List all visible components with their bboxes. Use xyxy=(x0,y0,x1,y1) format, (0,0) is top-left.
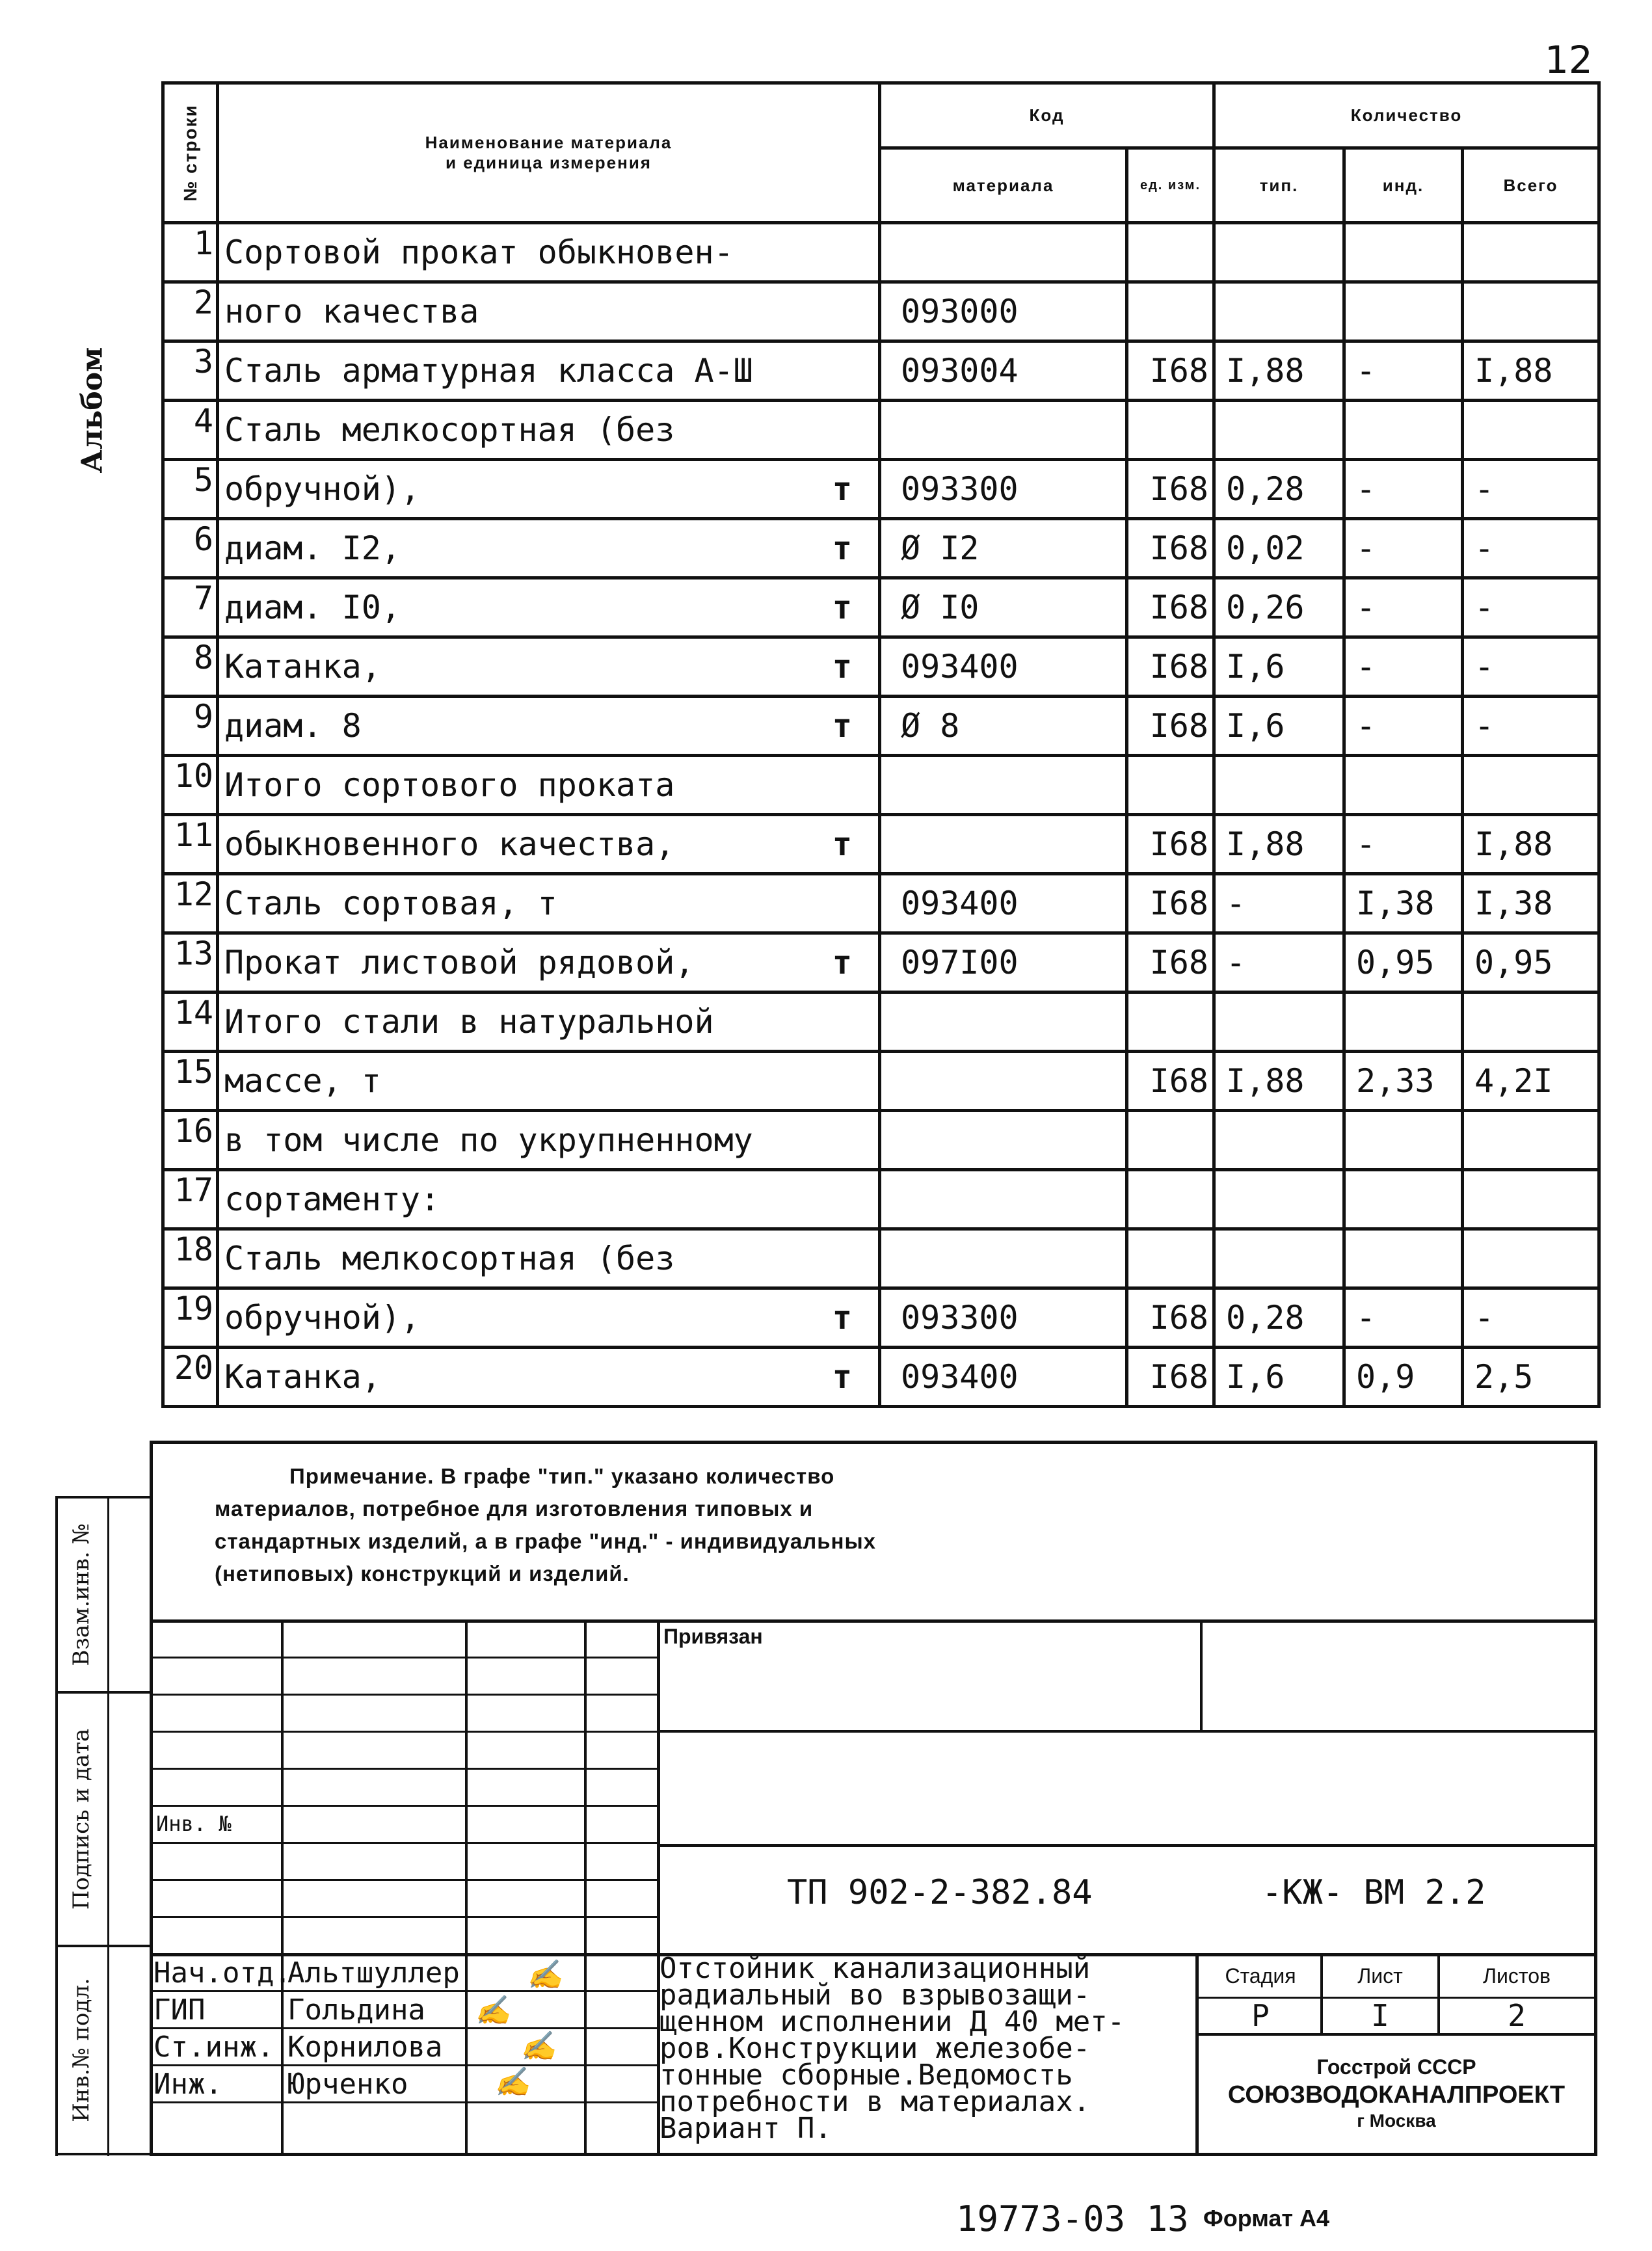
material-code: 097I00 xyxy=(880,933,1127,992)
material-name: Итого сортового проката xyxy=(218,756,880,815)
qty-total xyxy=(1463,1170,1599,1229)
qty-total: I,88 xyxy=(1463,341,1599,401)
row-number: 5 xyxy=(163,460,218,519)
material-name: диам. I2, т xyxy=(218,519,880,578)
qty-typ xyxy=(1214,223,1344,282)
unit-label: т xyxy=(832,825,852,863)
unit-code: I68 xyxy=(1127,697,1214,756)
row-number: 8 xyxy=(163,637,218,697)
material-code: Ø 8 xyxy=(880,697,1127,756)
unit-label: т xyxy=(832,589,852,626)
material-code xyxy=(880,756,1127,815)
table-row xyxy=(163,1288,1599,1348)
qty-typ: 0,28 xyxy=(1214,460,1344,519)
document-suffix: -КЖ- ВМ 2.2 xyxy=(1262,1873,1486,1912)
row-number: 16 xyxy=(163,1111,218,1170)
table-row xyxy=(163,637,1599,697)
qty-ind xyxy=(1344,401,1463,460)
staff-name: Корнилова xyxy=(287,2031,443,2064)
header-name: Наименование материала и единица измерения xyxy=(218,83,880,223)
row-number: 18 xyxy=(163,1229,218,1288)
unit-code xyxy=(1127,992,1214,1052)
material-code xyxy=(880,815,1127,874)
qty-typ xyxy=(1214,992,1344,1052)
table-row xyxy=(163,874,1599,933)
qty-typ xyxy=(1214,1229,1344,1288)
qty-ind xyxy=(1344,1170,1463,1229)
footer-number: 19773-03 13 xyxy=(956,2198,1189,2239)
qty-total: - xyxy=(1463,519,1599,578)
row-number: 20 xyxy=(163,1348,218,1407)
qty-ind: - xyxy=(1344,578,1463,637)
material-name: ного качества xyxy=(218,282,880,341)
table-row xyxy=(163,578,1599,637)
material-name: обручной), т xyxy=(218,1288,880,1348)
row-number: 4 xyxy=(163,401,218,460)
row-number: 6 xyxy=(163,519,218,578)
table-row xyxy=(163,756,1599,815)
material-code: 093400 xyxy=(880,874,1127,933)
qty-ind: 0,95 xyxy=(1344,933,1463,992)
unit-code: I68 xyxy=(1127,460,1214,519)
row-number: 17 xyxy=(163,1170,218,1229)
table-row xyxy=(163,697,1599,756)
material-name: диам. 8 т xyxy=(218,697,880,756)
qty-total xyxy=(1463,282,1599,341)
material-name: Сталь арматурная класса А-Ш xyxy=(218,341,880,401)
signature-3: ✍ xyxy=(520,2030,556,2063)
org-line-2: СОЮЗВОДОКАНАЛПРОЕКТ xyxy=(1227,2081,1565,2109)
material-code xyxy=(880,1111,1127,1170)
qty-ind: - xyxy=(1344,460,1463,519)
unit-label: т xyxy=(832,470,852,508)
title-line: Вариант П. xyxy=(659,2112,832,2145)
table-row xyxy=(163,1229,1599,1288)
sheet-label: Лист xyxy=(1357,1964,1403,1988)
material-code xyxy=(880,992,1127,1052)
row-number: 7 xyxy=(163,578,218,637)
qty-ind xyxy=(1344,223,1463,282)
sheets-value: 2 xyxy=(1508,1998,1526,2033)
row-number: 12 xyxy=(163,874,218,933)
qty-total: - xyxy=(1463,1288,1599,1348)
material-name: Сталь мелкосортная (без xyxy=(218,401,880,460)
qty-typ xyxy=(1214,1170,1344,1229)
qty-typ: I,6 xyxy=(1214,697,1344,756)
row-number: 19 xyxy=(163,1288,218,1348)
qty-ind xyxy=(1344,756,1463,815)
material-code xyxy=(880,1170,1127,1229)
unit-code xyxy=(1127,282,1214,341)
unit-code xyxy=(1127,223,1214,282)
material-name: обручной), т xyxy=(218,460,880,519)
material-name: Сортовой прокат обыкновен- xyxy=(218,223,880,282)
unit-code: I68 xyxy=(1127,1348,1214,1407)
header-total: Всего xyxy=(1463,148,1599,223)
qty-typ xyxy=(1214,282,1344,341)
note: Примечание. В графе "тип." указано количество материалов, потребное для изготовления типовых и стандартных изделий, а в графе "инд." - индивидуальных (нетиповых) конструкций и изделий. xyxy=(215,1464,876,1586)
material-code xyxy=(880,1229,1127,1288)
unit-code xyxy=(1127,756,1214,815)
qty-typ: - xyxy=(1214,874,1344,933)
unit-code xyxy=(1127,1229,1214,1288)
qty-ind: I,38 xyxy=(1344,874,1463,933)
unit-code xyxy=(1127,401,1214,460)
title-line: радиальный во взрывозащи- xyxy=(659,1978,1091,2012)
row-number: 2 xyxy=(163,282,218,341)
row-number: 15 xyxy=(163,1052,218,1111)
table-row xyxy=(163,992,1599,1052)
staff-name: Альтшуллер xyxy=(287,1956,460,1990)
table-row xyxy=(163,1170,1599,1229)
document-title xyxy=(659,1955,1194,2150)
unit-label: т xyxy=(832,648,852,686)
qty-ind: 0,9 xyxy=(1344,1348,1463,1407)
table-row xyxy=(163,933,1599,992)
stage-label: Стадия xyxy=(1225,1964,1296,1988)
table-row xyxy=(163,1052,1599,1111)
staff-name: Гольдина xyxy=(287,1993,425,2027)
material-name: Прокат листовой рядовой, т xyxy=(218,933,880,992)
materials-table xyxy=(161,81,1601,1408)
sheet-value: I xyxy=(1371,1998,1389,2033)
material-name: сортаменту: xyxy=(218,1170,880,1229)
staff-role: Нач.отд. xyxy=(153,1956,291,1990)
title-line: щенном исполнении Д 40 мет- xyxy=(659,2005,1125,2038)
qty-total: 4,2I xyxy=(1463,1052,1599,1111)
material-code: 093004 xyxy=(880,341,1127,401)
qty-typ xyxy=(1214,1111,1344,1170)
material-code: 093400 xyxy=(880,1348,1127,1407)
signature-4: ✍ xyxy=(494,2066,530,2099)
table-row xyxy=(163,1111,1599,1170)
unit-code: I68 xyxy=(1127,1052,1214,1111)
header-material: материала xyxy=(880,148,1127,223)
signature-2: ✍ xyxy=(475,1994,511,2027)
material-code xyxy=(880,223,1127,282)
qty-total xyxy=(1463,1111,1599,1170)
title-line: тонные сборные.Ведомость xyxy=(659,2058,1073,2092)
table-row xyxy=(163,341,1599,401)
table-row xyxy=(163,223,1599,282)
unit-code: I68 xyxy=(1127,874,1214,933)
staff-role: Инж. xyxy=(153,2068,222,2101)
title-line: Отстойник канализационный xyxy=(659,1955,1091,1985)
qty-total xyxy=(1463,401,1599,460)
material-name: массе, т xyxy=(218,1052,880,1111)
header-rownum: № строки xyxy=(163,83,218,223)
unit-code: I68 xyxy=(1127,637,1214,697)
qty-typ: I,6 xyxy=(1214,1348,1344,1407)
table-row xyxy=(163,519,1599,578)
row-number: 10 xyxy=(163,756,218,815)
unit-code: I68 xyxy=(1127,933,1214,992)
qty-ind xyxy=(1344,282,1463,341)
page-number: 12 xyxy=(1545,38,1593,82)
qty-ind xyxy=(1344,992,1463,1052)
header-typ: тип. xyxy=(1214,148,1344,223)
unit-code: I68 xyxy=(1127,1288,1214,1348)
material-name: Сталь сортовая, т xyxy=(218,874,880,933)
side-inv-original: Инв.№ подл. xyxy=(68,1978,94,2122)
material-code: 093400 xyxy=(880,637,1127,697)
unit-code: I68 xyxy=(1127,815,1214,874)
material-code: Ø I2 xyxy=(880,519,1127,578)
unit-label: т xyxy=(832,944,852,981)
row-number: 1 xyxy=(163,223,218,282)
side-replace-inv: Взам.инв. № xyxy=(68,1523,94,1666)
staff-name: Юрченко xyxy=(287,2068,408,2101)
qty-ind xyxy=(1344,1111,1463,1170)
material-name: в том числе по укрупненному xyxy=(218,1111,880,1170)
unit-code: I68 xyxy=(1127,341,1214,401)
inv-no-label: Инв. № xyxy=(156,1811,232,1836)
unit-label: т xyxy=(832,529,852,567)
unit-label: т xyxy=(832,1299,852,1337)
table-row xyxy=(163,1348,1599,1407)
unit-code: I68 xyxy=(1127,578,1214,637)
qty-total: 0,95 xyxy=(1463,933,1599,992)
qty-ind: - xyxy=(1344,519,1463,578)
format-label: Формат А4 xyxy=(1203,2205,1330,2231)
table-row xyxy=(163,282,1599,341)
qty-typ xyxy=(1214,401,1344,460)
qty-total: - xyxy=(1463,637,1599,697)
org-line-1: Госстрой СССР xyxy=(1316,2055,1476,2079)
row-number: 3 xyxy=(163,341,218,401)
row-number: 14 xyxy=(163,992,218,1052)
org-line-3: г Москва xyxy=(1357,2111,1436,2131)
document-code: ТП 902-2-382.84 xyxy=(787,1873,1093,1912)
material-name: диам. I0, т xyxy=(218,578,880,637)
header-unit-code: ед. изм. xyxy=(1127,148,1214,223)
stage-value: Р xyxy=(1251,1998,1270,2033)
qty-total: I,88 xyxy=(1463,815,1599,874)
staff-role: Ст.инж. xyxy=(153,2031,274,2064)
row-number: 9 xyxy=(163,697,218,756)
title-line: ров.Конструкции железобе- xyxy=(659,2032,1091,2065)
material-name: Итого стали в натуральной xyxy=(218,992,880,1052)
material-code: 093000 xyxy=(880,282,1127,341)
unit-code xyxy=(1127,1111,1214,1170)
header-quantity: Количество xyxy=(1214,83,1599,148)
material-code xyxy=(880,1052,1127,1111)
bound-label: Привязан xyxy=(663,1625,763,1648)
row-number: 13 xyxy=(163,933,218,992)
qty-typ: 0,26 xyxy=(1214,578,1344,637)
qty-total xyxy=(1463,992,1599,1052)
side-sign-date: Подпись и дата xyxy=(68,1728,94,1910)
qty-typ: I,88 xyxy=(1214,1052,1344,1111)
header-code: Код xyxy=(880,83,1214,148)
qty-ind: - xyxy=(1344,637,1463,697)
material-name: обыкновенного качества, т xyxy=(218,815,880,874)
album-label: Альбом xyxy=(75,347,109,473)
qty-typ: 0,28 xyxy=(1214,1288,1344,1348)
qty-total xyxy=(1463,756,1599,815)
qty-typ: - xyxy=(1214,933,1344,992)
material-name: Катанка, т xyxy=(218,1348,880,1407)
table-row xyxy=(163,460,1599,519)
qty-ind: - xyxy=(1344,815,1463,874)
material-name: Сталь мелкосортная (без xyxy=(218,1229,880,1288)
qty-typ: I,88 xyxy=(1214,815,1344,874)
qty-total xyxy=(1463,223,1599,282)
qty-ind: - xyxy=(1344,1288,1463,1348)
material-code: 093300 xyxy=(880,460,1127,519)
qty-total xyxy=(1463,1229,1599,1288)
unit-label: т xyxy=(832,1358,852,1396)
row-number: 11 xyxy=(163,815,218,874)
unit-label: т xyxy=(832,707,852,745)
unit-code: I68 xyxy=(1127,519,1214,578)
qty-total: - xyxy=(1463,578,1599,637)
unit-code xyxy=(1127,1170,1214,1229)
staff-role: ГИП xyxy=(153,1993,206,2027)
qty-total: 2,5 xyxy=(1463,1348,1599,1407)
qty-typ: 0,02 xyxy=(1214,519,1344,578)
material-code xyxy=(880,401,1127,460)
qty-ind: - xyxy=(1344,697,1463,756)
table-row xyxy=(163,815,1599,874)
qty-total: - xyxy=(1463,697,1599,756)
qty-typ: I,88 xyxy=(1214,341,1344,401)
qty-ind: - xyxy=(1344,341,1463,401)
qty-total: I,38 xyxy=(1463,874,1599,933)
qty-typ xyxy=(1214,756,1344,815)
header-ind: инд. xyxy=(1344,148,1463,223)
qty-typ: I,6 xyxy=(1214,637,1344,697)
title-line: потребности в материалах. xyxy=(659,2085,1091,2118)
material-name: Катанка, т xyxy=(218,637,880,697)
material-code: 093300 xyxy=(880,1288,1127,1348)
table-row xyxy=(163,401,1599,460)
material-code: Ø I0 xyxy=(880,578,1127,637)
signature-1: ✍ xyxy=(527,1958,563,1991)
qty-ind xyxy=(1344,1229,1463,1288)
sheets-label: Листов xyxy=(1483,1964,1551,1988)
qty-ind: 2,33 xyxy=(1344,1052,1463,1111)
qty-total: - xyxy=(1463,460,1599,519)
